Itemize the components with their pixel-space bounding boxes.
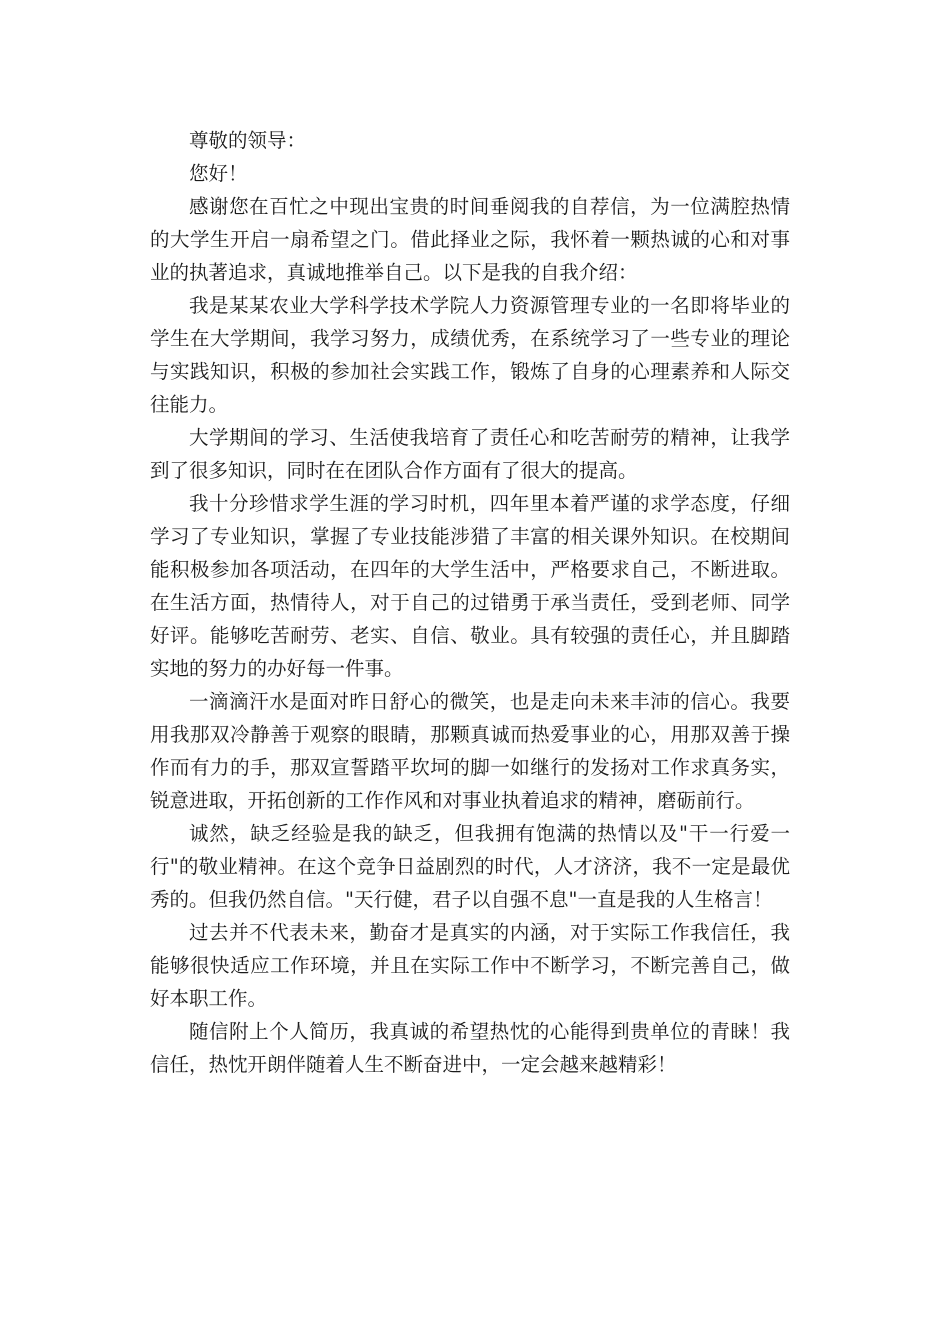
paragraph-thanks: 感谢您在百忙之中现出宝贵的时间垂阅我的自荐信，为一位满腔热情的大学生开启一扇希望之门。借此择业之际，我怀着一颗热诚的心和对事业的执著追求，真诚地推举自己。以下是我的自我介绍：: [150, 195, 790, 284]
cover-letter: [150, 124, 790, 1081]
paragraph-future: 过去并不代表未来，勤奋才是真实的内涵，对于实际工作我信任，我能够很快适应工作环境，并且在实际工作中不断学习，不断完善自己，做好本职工作。: [150, 921, 790, 1010]
paragraph-study-and-activities: 我十分珍惜求学生涯的学习时机，四年里本着严谨的求学态度，仔细学习了专业知识，掌握了专业技能涉猎了丰富的相关课外知识。在校期间能积极参加各项活动，在四年的大学生活中，严格要求自己，不断进取。在生活方面，热情待人，对于自己的过错勇于承当责任，受到老师、同学好评。能够吃苦耐劳、老实、自信、敬业。具有较强的责任心，并且脚踏实地的努力的办好每一件事。: [150, 492, 790, 680]
greeting: 您好！: [189, 162, 248, 185]
paragraph-introduction: 我是某某农业大学科学技术学院人力资源管理专业的一名即将毕业的学生在大学期间，我学习努力，成绩优秀，在系统学习了一些专业的理论与实践知识，积极的参加社会实践工作，锻炼了自身的心理素养和人际交往能力。: [150, 294, 790, 416]
paragraph-closing: 随信附上个人简历，我真诚的希望热忱的心能得到贵单位的青睐！我信任，热忱开朗伴随着人生不断奋进中，一定会越来越精彩！: [150, 1020, 790, 1076]
paragraph-university-life: 大学期间的学习、生活使我培育了责任心和吃苦耐劳的精神，让我学到了很多知识，同时在在团队合作方面有了很大的提高。: [150, 426, 790, 482]
paragraph-determination: 一滴滴汗水是面对昨日舒心的微笑，也是走向未来丰沛的信心。我要用我那双冷静善于观察的眼睛，那颗真诚而热爱事业的心，用那双善于操作而有力的手，那双宣誓踏平坎坷的脚一如继行的发扬对工作求真务实，锐意进取，开拓创新的工作作风和对事业执着追求的精神，磨砺前行。: [150, 690, 790, 812]
paragraph-confidence: 诚然，缺乏经验是我的缺乏，但我拥有饱满的热情以及"干一行爱一行"的敬业精神。在这个竞争日益剧烈的时代，人才济济，我不一定是最优秀的。但我仍然自信。"天行健，君子以自强不息"一直是我的人生格言！: [150, 822, 790, 911]
salutation: 尊敬的领导：: [189, 129, 307, 152]
